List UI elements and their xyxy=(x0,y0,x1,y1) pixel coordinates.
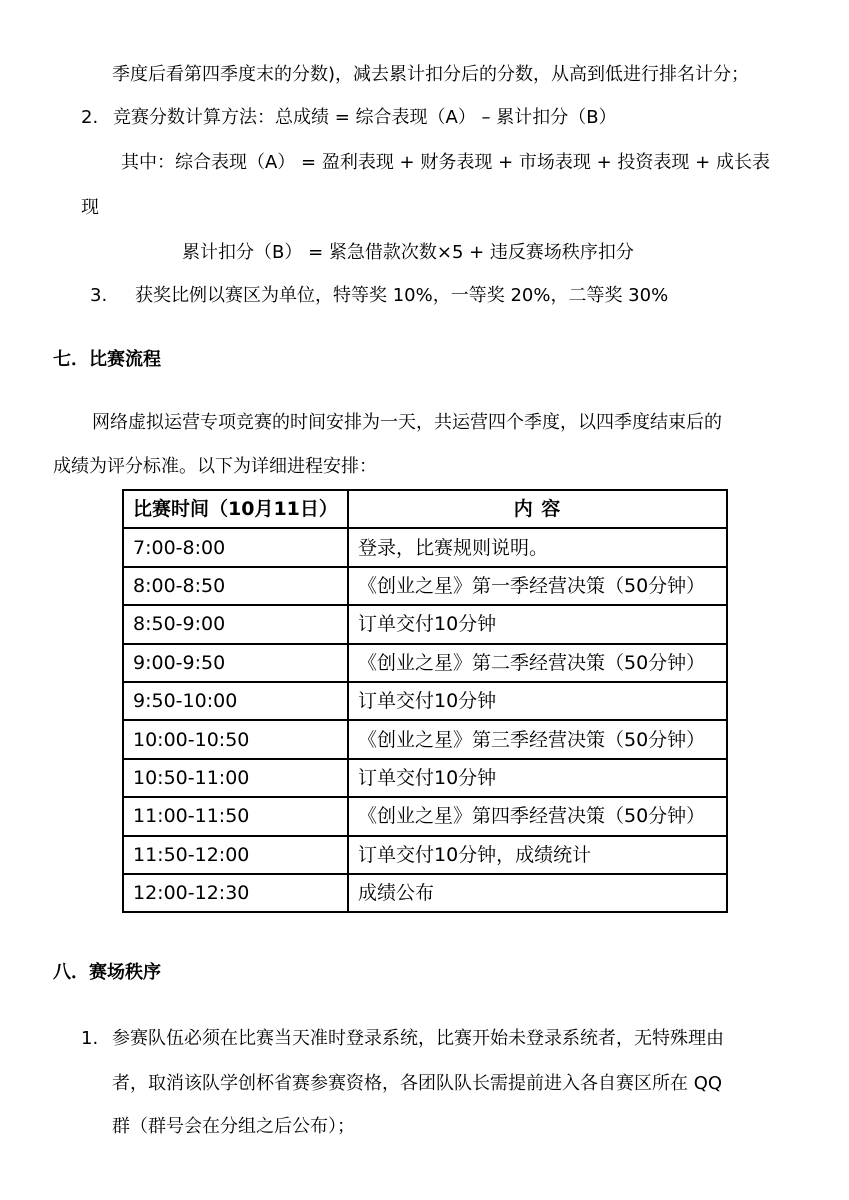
table-row xyxy=(123,759,727,797)
time-cell: 11:50-12:00 xyxy=(123,836,348,874)
formula-a-line: 其中：综合表现（A） = 盈利表现 + 财务表现 + 市场表现 + 投资表现 + 成长表 xyxy=(121,152,770,173)
section-7-heading: 七．比赛流程 xyxy=(53,349,161,370)
content-cell: 成绩公布 xyxy=(348,874,727,912)
table-row xyxy=(123,874,727,912)
section-8-item-1 xyxy=(81,1026,724,1052)
header-content-cell: 内 容 xyxy=(348,490,727,528)
time-cell: 10:00-10:50 xyxy=(123,720,348,758)
formula-b-line: 累计扣分（B） = 紧急借款次数×5 + 违反赛场秩序扣分 xyxy=(182,242,634,263)
time-cell: 10:50-11:00 xyxy=(123,759,348,797)
table-header-row xyxy=(123,490,727,528)
time-cell: 9:00-9:50 xyxy=(123,644,348,682)
table-row xyxy=(123,528,727,566)
content-cell: 订单交付10分钟 xyxy=(348,682,727,720)
time-cell: 8:00-8:50 xyxy=(123,567,348,605)
table-row xyxy=(123,567,727,605)
content-cell: 订单交付10分钟 xyxy=(348,759,727,797)
table-row xyxy=(123,605,727,643)
paragraph-line: 季度后看第四季度末的分数)，减去累计扣分后的分数，从高到低进行排名计分； xyxy=(112,64,750,85)
list-number: 1. xyxy=(81,1028,99,1049)
table-row xyxy=(123,720,727,758)
content-cell: 登录，比赛规则说明。 xyxy=(348,528,727,566)
content-cell: 《创业之星》第四季经营决策（50分钟） xyxy=(348,797,727,835)
table-row xyxy=(123,836,727,874)
section-8-item-1-line-2: 者，取消该队学创杯省赛参赛资格，各团队队长需提前进入各自赛区所在 QQ xyxy=(112,1073,723,1094)
header-time-cell: 比赛时间（10月11日） xyxy=(123,490,348,528)
list-number: 3. xyxy=(90,285,108,306)
content-cell: 《创业之星》第三季经营决策（50分钟） xyxy=(348,720,727,758)
schedule-table xyxy=(122,489,728,913)
list-text: 参赛队伍必须在比赛当天准时登录系统，比赛开始未登录系统者，无特殊理由 xyxy=(112,1028,724,1049)
table-row xyxy=(123,797,727,835)
time-cell: 12:00-12:30 xyxy=(123,874,348,912)
section-7-intro-line-2: 成绩为评分标准。以下为详细进程安排： xyxy=(53,456,377,477)
content-cell: 《创业之星》第一季经营决策（50分钟） xyxy=(348,567,727,605)
list-text: 竞赛分数计算方法：总成绩 = 综合表现（A） – 累计扣分（B） xyxy=(113,107,617,128)
content-cell: 《创业之星》第二季经营决策（50分钟） xyxy=(348,644,727,682)
section-8-item-1-line-3: 群（群号会在分组之后公布）； xyxy=(112,1116,355,1137)
list-item-3 xyxy=(90,283,668,309)
time-cell: 9:50-10:00 xyxy=(123,682,348,720)
list-item-2 xyxy=(81,105,617,131)
list-text: 获奖比例以赛区为单位，特等奖 10%，一等奖 20%，二等奖 30% xyxy=(135,285,669,306)
section-7-intro-line-1: 网络虚拟运营专项竞赛的时间安排为一天，共运营四个季度，以四季度结束后的 xyxy=(92,412,722,433)
content-cell: 订单交付10分钟，成绩统计 xyxy=(348,836,727,874)
time-cell: 8:50-9:00 xyxy=(123,605,348,643)
time-cell: 7:00-8:00 xyxy=(123,528,348,566)
table-row xyxy=(123,682,727,720)
content-cell: 订单交付10分钟 xyxy=(348,605,727,643)
formula-a-continuation: 现 xyxy=(81,197,99,218)
list-number: 2. xyxy=(81,107,99,128)
time-cell: 11:00-11:50 xyxy=(123,797,348,835)
table-row xyxy=(123,644,727,682)
section-8-heading: 八．赛场秩序 xyxy=(53,962,161,983)
